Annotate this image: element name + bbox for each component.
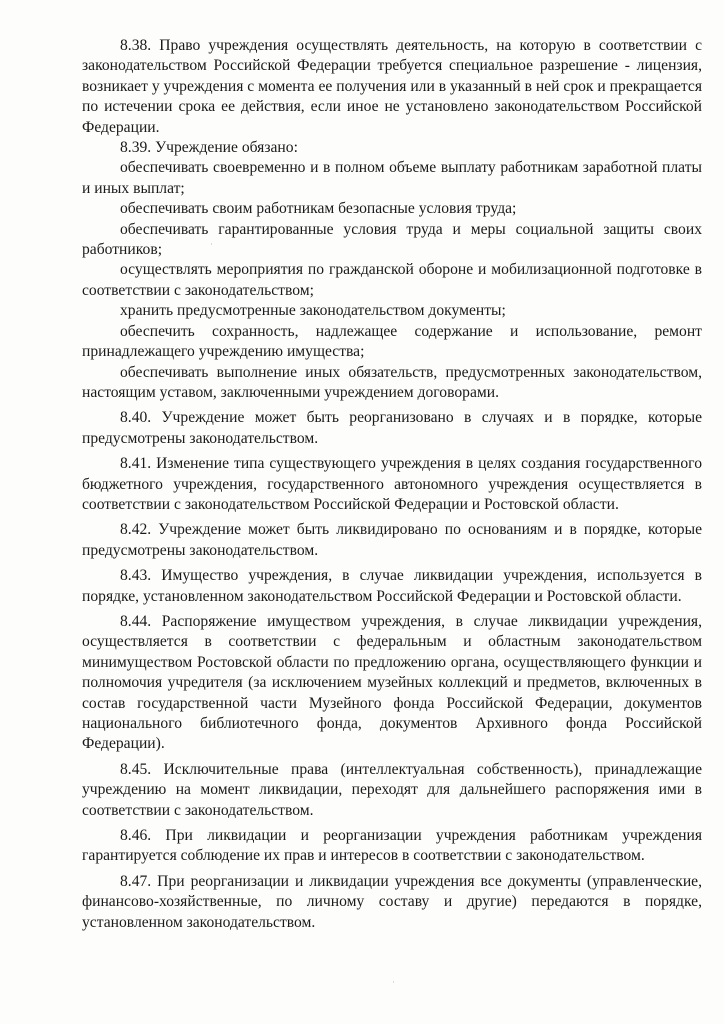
obligation-item-2: обеспечивать своим работникам безопасные условия труда; [120,200,517,218]
scan-speck: · [392,978,395,988]
scan-speck: · [210,240,213,250]
paragraph-8-41: 8.41. Изменение типа существующего учреждения в целях создания государственного бюджетного учреждения, государственного автономного учреждения осуществляется в соответствии с законодательством Российской Федерации и Ростовской области. [82,455,702,513]
obligation-item-1: обеспечивать своевременно и в полном объеме выплату работникам заработной платы и иных выплат; [82,159,702,197]
paragraph-8-40: 8.40. Учреждение может быть реорганизовано в случаях и в порядке, которые предусмотрены законодательством. [82,409,702,447]
paragraph-8-42: 8.42. Учреждение может быть ликвидировано по основаниям и в порядке, которые предусмотрены законодательством. [82,521,702,559]
obligation-item-7: обеспечивать выполнение иных обязательств, предусмотренных законодательством, настоящим уставом, заключенными учреждением договорами. [82,363,702,401]
paragraph-8-39: 8.39. Учреждение обязано: [120,139,298,157]
paragraph-8-44: 8.44. Распоряжение имуществом учреждения, в случае ликвидации учреждения, осуществляется в соответствии с федеральным и областным законодательством минимуществом Ростовской области по предложению органа, осуществляющего функции и полномочия учредителя (за исключением музейных коллекций и предметов, включенных в состав государственной части Музейного фонда Российской Федерации, документов национального библиотечного фонда, документов Архивного фонда Российской Федерации). [82,612,702,753]
paragraph-8-43: 8.43. Имущество учреждения, в случае ликвидации учреждения, используется в порядке, установленном законодательством Российской Федерации и Ростовской области. [82,567,702,605]
obligation-item-3: обеспечивать гарантированные условия труда и меры социальной защиты своих работников; [82,220,702,259]
obligation-item-4: осуществлять мероприятия по гражданской обороне и мобилизационной подготовке в соответствии с законодательством; [82,261,702,299]
document-body [82,36,702,933]
obligation-item-6: обеспечить сохранность, надлежащее содержание и использование, ремонт принадлежащего учреждению имущества; [82,322,702,361]
paragraph-8-46: 8.46. При ликвидации и реорганизации учреждения работникам учреждения гарантируется соблюдение их прав и интересов в соответствии с законодательством. [82,827,702,865]
paragraph-8-38: 8.38. Право учреждения осуществлять деятельность, на которую в соответствии с законодательством Российской Федерации требуется специальное разрешение - лицензия, возникает у учреждения с момента ее получения или в указанный в ней срок и прекращается по истечении срока ее действия, если иное не установлено законодательством Российской Федерации. [82,37,702,136]
paragraph-8-47: 8.47. При реорганизации и ликвидации учреждения все документы (управленческие, финансово-хозяйственные, по личному составу и другие) передаются в порядке, установленном законодательством. [82,872,702,931]
obligation-item-5: хранить предусмотренные законодательством документы; [120,302,506,320]
paragraph-8-45: 8.45. Исключительные права (интеллектуальная собственность), принадлежащие учреждению на момент ликвидации, переходят для дальнейшего распоряжения ими в соответствии с законодательством. [82,760,702,819]
